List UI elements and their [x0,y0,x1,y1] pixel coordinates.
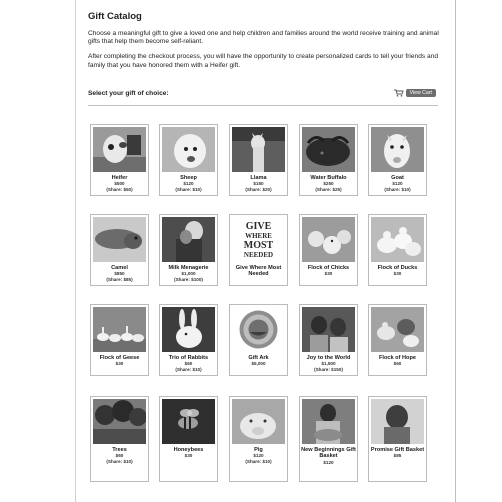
gift-card[interactable] [299,304,358,376]
gift-price: $1,500 [321,361,336,367]
pig-photo[interactable] [232,399,285,444]
mixed-flock-photo[interactable] [371,307,424,352]
gift-card[interactable] [368,214,427,286]
child-photo[interactable] [371,399,424,444]
gift-card[interactable] [90,214,149,286]
llama-photo[interactable] [232,127,285,172]
give-text-line: NEEDED [243,251,274,259]
gift-card[interactable] [90,124,149,196]
give-text-line: GIVE [245,221,272,232]
gift-name[interactable]: Trees [112,447,127,453]
gift-name[interactable]: Joy to the World [306,355,351,361]
gift-info [369,265,426,277]
divider [88,105,438,106]
gift-share-price: (Share: $20) [245,186,272,192]
gift-price: $250 [323,181,334,187]
gift-share-price: (Share: $10) [175,186,202,192]
gift-price: $150 [253,181,264,187]
gift-price: $30 [115,361,124,367]
gift-price: $30 [324,271,333,277]
gift-name[interactable]: Sheep [180,175,197,181]
gift-card[interactable] [368,396,427,482]
gift-name[interactable]: Water Buffalo [310,175,347,181]
gift-card[interactable] [299,396,358,482]
gift-card[interactable] [229,304,288,376]
sheep-photo[interactable] [162,127,215,172]
gift-card[interactable] [229,214,288,286]
gift-name[interactable]: New Beginnings Gift Basket [301,447,356,460]
give-text-line: MOST [243,240,274,251]
gift-share-price: (Share: $85) [106,276,133,282]
gift-card[interactable] [90,396,149,482]
gift-card[interactable] [299,124,358,196]
gift-share-price: (Share: $10) [106,458,133,464]
gift-info [230,447,287,464]
gift-name[interactable]: Milk Menagerie [168,265,209,271]
gift-card[interactable] [229,396,288,482]
intro-text: Choose a meaningful gift to give a loved one and help children and families around the world receive training and animal gifts that help them become self-reliant. [88,30,439,46]
gift-share-price: (Share: $150) [314,366,343,372]
gift-name[interactable]: Flock of Ducks [377,265,418,271]
gift-info [300,355,357,372]
gift-price: $60 [115,453,124,459]
gift-name[interactable]: Flock of Geese [99,355,140,361]
buffalo-photo[interactable] [302,127,355,172]
gift-name[interactable]: Flock of Chicks [307,265,350,271]
gift-name[interactable]: Goat [391,175,404,181]
trees-photo[interactable] [93,399,146,444]
gift-info [300,175,357,192]
gift-price: $60 [393,361,402,367]
gift-info [369,355,426,367]
children-photo[interactable] [302,307,355,352]
shopping-cart-icon[interactable] [394,89,404,97]
gift-price: $850 [114,271,125,277]
chicks-photo[interactable] [302,217,355,262]
camel-photo[interactable] [93,217,146,262]
gift-name[interactable]: Llama [250,175,267,181]
gift-share-price: (Share: $50) [106,186,133,192]
gift-info [160,265,217,282]
page-title: Gift Catalog [88,11,142,22]
gift-info [230,175,287,192]
select-gift-label: Select your gift of choice: [88,90,169,97]
gift-price: $120 [183,181,194,187]
gift-price: $1,000 [181,271,196,277]
gift-info [91,355,148,367]
woman-basket-photo[interactable] [302,399,355,444]
gift-info [160,447,217,459]
gift-info [300,447,357,465]
gift-share-price: (Share: $100) [174,276,203,282]
gift-name[interactable]: Camel [111,265,128,271]
gift-share-price: (Share: $10) [245,458,272,464]
gift-name[interactable]: Flock of Hope [379,355,416,361]
ark-seal-photo[interactable] [232,307,285,352]
gift-price: $500 [114,181,125,187]
bee-photo[interactable] [162,399,215,444]
view-cart-control[interactable] [394,89,436,97]
gift-price: $120 [392,181,403,187]
gift-card[interactable] [90,304,149,376]
gift-card[interactable] [229,124,288,196]
catalog-header [88,8,440,77]
gift-price: $60 [184,361,193,367]
rabbit-photo[interactable] [162,307,215,352]
gift-info [91,447,148,464]
gift-card[interactable] [159,124,218,196]
gift-name[interactable]: Promise Gift Basket [370,447,425,453]
gift-info [91,175,148,192]
checkout-note: After completing the checkout process, you will have the opportunity to create personalized cards to tell your friends and family that you have honored them with a Heifer gift. [88,53,439,69]
gift-card[interactable] [159,214,218,286]
gift-selector-bar [88,89,438,101]
give-text-line: WHERE [245,232,272,240]
gift-price: $5,000 [251,361,266,367]
gift-card[interactable] [159,304,218,376]
geese-photo[interactable] [93,307,146,352]
gift-name[interactable]: Heifer [111,175,128,181]
gift-info [300,265,357,277]
gift-info [160,175,217,192]
page-frame-left [75,0,76,502]
cow-photo[interactable] [93,127,146,172]
child-goat-photo[interactable] [162,217,215,262]
gift-name[interactable]: Give Where Most Needed [235,265,282,278]
gift-info [230,265,287,278]
gift-price: $120 [323,459,334,465]
gift-info [91,265,148,282]
gift-price: $120 [253,453,264,459]
gift-info [160,355,217,372]
ducks-photo[interactable] [371,217,424,262]
gift-name[interactable]: Trio of Rabbits [168,355,209,361]
gift-price: $30 [393,271,402,277]
gift-name[interactable]: Pig [254,447,263,453]
gift-share-price: (Share: $10) [175,366,202,372]
gift-info [369,175,426,192]
gift-info [369,447,426,459]
goat-photo[interactable] [371,127,424,172]
gift-price: $85 [393,453,402,459]
gift-card[interactable] [299,214,358,286]
gift-share-price: (Share: $25) [315,186,342,192]
gift-card[interactable] [368,124,427,196]
gift-share-price: (Share: $10) [384,186,411,192]
gift-price: $30 [184,453,193,459]
view-cart-button[interactable]: View Cart [406,89,436,97]
gift-name[interactable]: Honeybees [173,447,204,453]
gift-card[interactable] [368,304,427,376]
page-frame-right [455,0,456,502]
give-where-most-needed-text[interactable] [232,217,285,262]
gift-card[interactable] [159,396,218,482]
gift-name[interactable]: Gift Ark [248,355,269,361]
gift-info [230,355,287,367]
